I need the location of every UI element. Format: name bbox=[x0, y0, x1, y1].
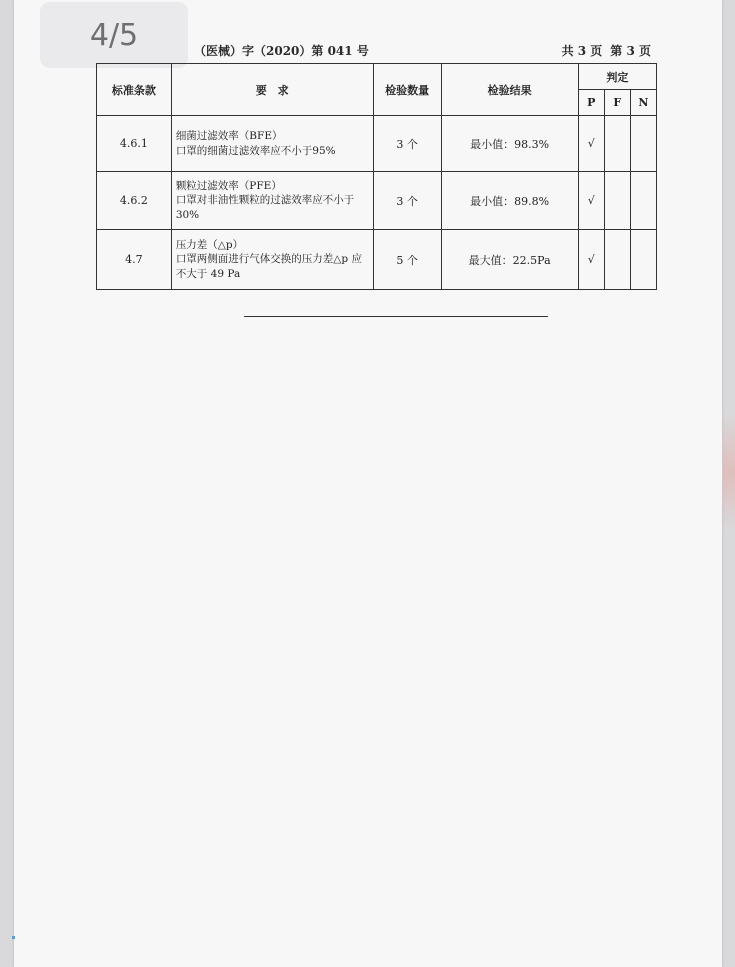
cell-n bbox=[630, 116, 656, 172]
requirement-text: 口罩的细菌过滤效率应不小于95% bbox=[175, 144, 336, 157]
cell-requirement bbox=[171, 172, 373, 230]
cell-n bbox=[630, 230, 656, 290]
cell-result: 最小值：89.8% bbox=[441, 172, 578, 230]
header-p: P bbox=[578, 90, 604, 116]
cell-p: √ bbox=[578, 116, 604, 172]
header-f: F bbox=[604, 90, 630, 116]
requirement-title: 颗粒过滤效率（PFE） bbox=[175, 180, 282, 193]
cell-clause: 4.6.2 bbox=[97, 172, 172, 230]
end-of-report-line bbox=[244, 316, 548, 317]
cell-requirement bbox=[171, 116, 373, 172]
page-counter-text: 4/5 bbox=[89, 17, 139, 53]
cell-f bbox=[604, 172, 630, 230]
total-pages: 共 3 页 bbox=[561, 44, 603, 58]
cell-n bbox=[630, 172, 656, 230]
table-row bbox=[97, 116, 657, 172]
requirement-text: 口罩对非油性颗粒的过滤效率应不小于 30% bbox=[175, 194, 355, 221]
inspection-table bbox=[96, 63, 657, 290]
table-row bbox=[97, 230, 657, 290]
cell-f bbox=[604, 230, 630, 290]
header-result: 检验结果 bbox=[441, 64, 578, 116]
header-clause: 标准条款 bbox=[97, 64, 172, 116]
table-header-row bbox=[97, 64, 657, 90]
requirement-text: 口罩两侧面进行气体交换的压力差△p 应不大于 49 Pa bbox=[175, 253, 362, 280]
page-edge-stain bbox=[723, 412, 735, 532]
cell-quantity: 3 个 bbox=[373, 116, 441, 172]
header-judgement: 判定 bbox=[578, 64, 656, 90]
cell-quantity: 5 个 bbox=[373, 230, 441, 290]
cell-f bbox=[604, 116, 630, 172]
cell-quantity: 3 个 bbox=[373, 172, 441, 230]
cell-p: √ bbox=[578, 172, 604, 230]
cell-p: √ bbox=[578, 230, 604, 290]
page-info bbox=[562, 42, 651, 59]
cell-result: 最小值：98.3% bbox=[441, 116, 578, 172]
header-requirement: 要 求 bbox=[171, 64, 373, 116]
corner-mark bbox=[12, 936, 15, 939]
document-number: （医械）字（2020）第 041 号 bbox=[194, 44, 369, 58]
requirement-title: 细菌过滤效率（BFE） bbox=[175, 130, 283, 143]
cell-result: 最大值：22.5Pa bbox=[441, 230, 578, 290]
cell-clause: 4.7 bbox=[97, 230, 172, 290]
requirement-title: 压力差（△p） bbox=[175, 239, 244, 252]
header-n: N bbox=[630, 90, 656, 116]
page-counter-badge bbox=[40, 2, 188, 68]
header-quantity: 检验数量 bbox=[373, 64, 441, 116]
table-row bbox=[97, 172, 657, 230]
cell-clause: 4.6.1 bbox=[97, 116, 172, 172]
current-page: 第 3 页 bbox=[610, 44, 651, 58]
cell-requirement bbox=[171, 230, 373, 290]
